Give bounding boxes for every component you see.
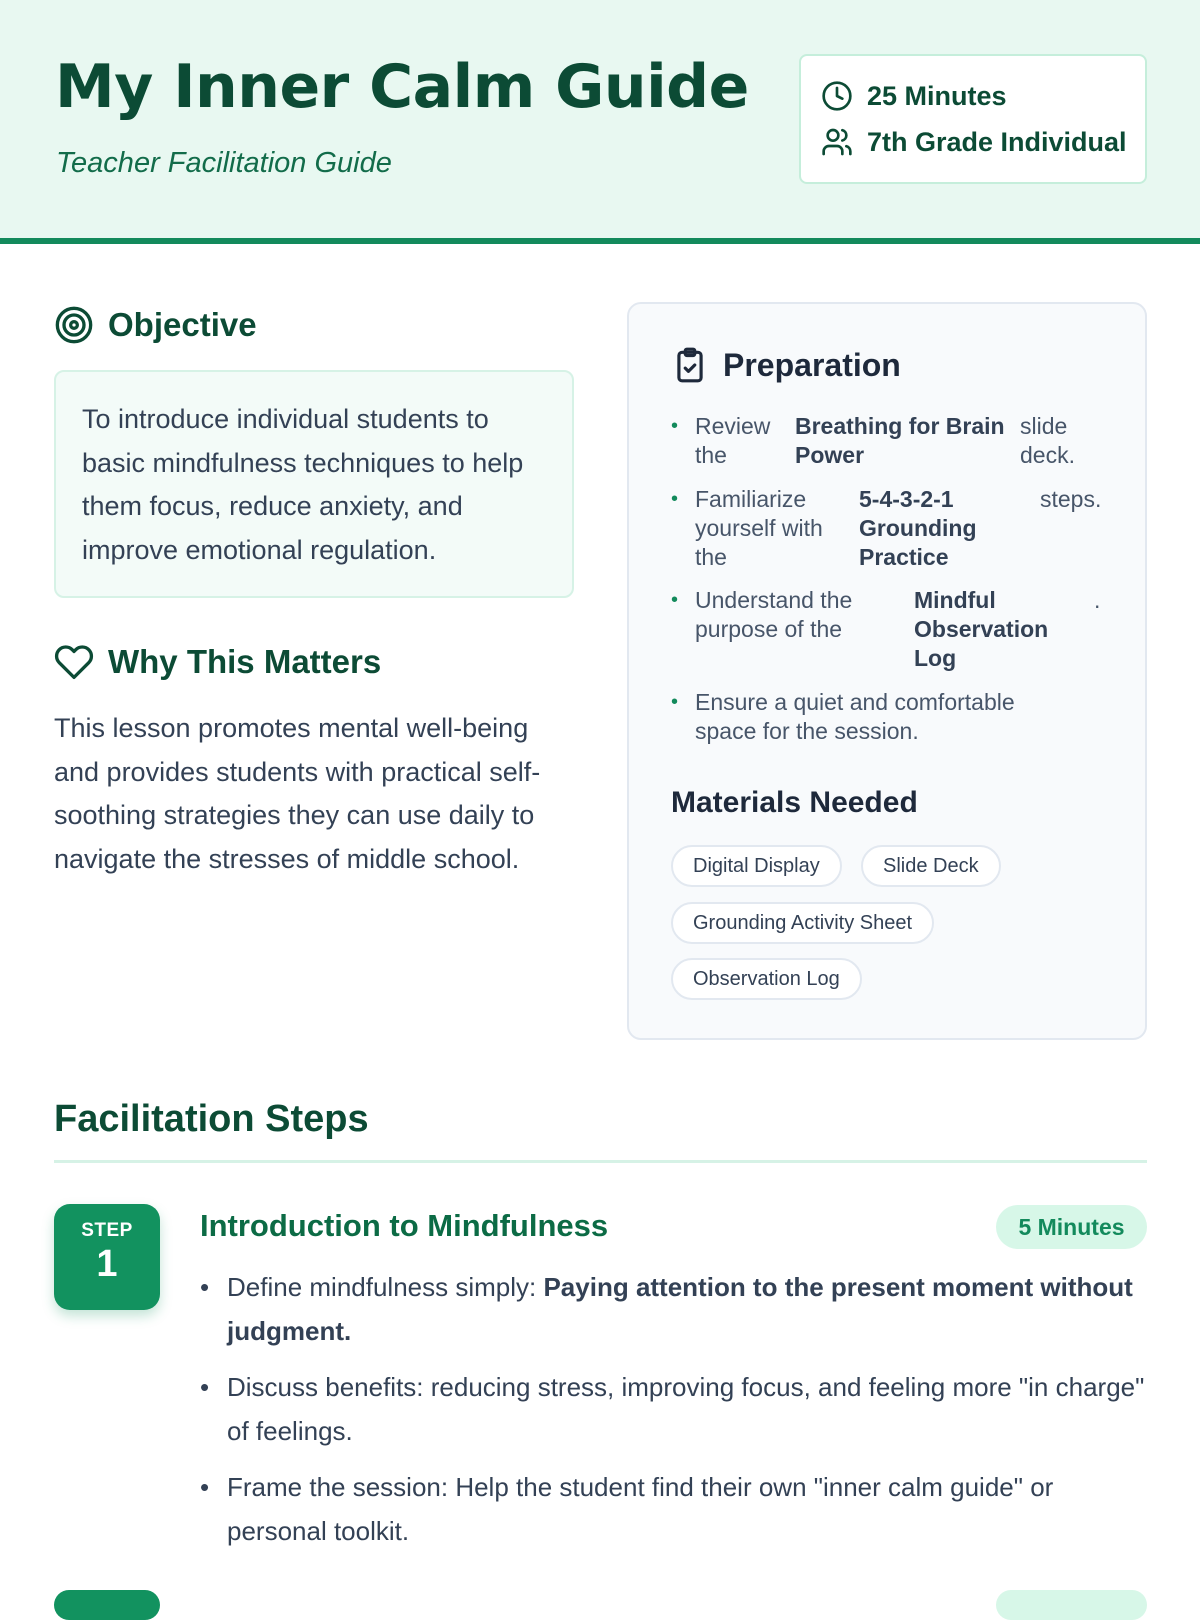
why-heading (54, 642, 381, 682)
step-number: 1 (96, 1243, 118, 1285)
material-pill: Digital Display (671, 845, 842, 887)
page-subtitle: Teacher Facilitation Guide (56, 147, 392, 179)
objective-heading (54, 305, 257, 345)
preparation-heading (671, 346, 901, 384)
bullet-dot: • (671, 589, 679, 611)
prep-item-text: Understand the purpose of the (695, 587, 853, 642)
audience-row (821, 126, 1127, 158)
why-text: This lesson promotes mental well-being and provides students with practical self-soothing strategies they can use daily to navigate the stresses of middle school. (54, 713, 541, 874)
prep-item (671, 485, 1111, 572)
step-duration-badge: 5 Minutes (996, 1205, 1147, 1249)
preparation-card (627, 302, 1147, 1040)
step-bullet-text: Define mindfulness simply: (227, 1272, 544, 1302)
page-header (0, 0, 1200, 244)
material-pill: Grounding Activity Sheet (671, 902, 934, 944)
section-divider (54, 1160, 1147, 1163)
prep-item-text: Familiarize yourself with the (695, 486, 823, 570)
bullet-dot: • (671, 415, 679, 437)
prep-item (671, 586, 1111, 673)
bullet-dot: • (671, 691, 679, 713)
step-badge (54, 1204, 160, 1310)
duration-row (821, 80, 1007, 112)
bullet-dot: • (671, 488, 679, 510)
clipboard-check-icon (671, 346, 709, 384)
step-bullet-text: Frame the session: Help the student find their own "inner calm guide" or personal toolkit. (227, 1472, 1054, 1546)
step-bullet-bold: Paying attention to the present moment without judgment. (227, 1272, 1133, 1346)
prep-item-suffix: slide deck. (1020, 413, 1075, 468)
prep-item-bold: Mindful Observation Log (914, 587, 1049, 671)
step-bullet (200, 1366, 1147, 1453)
lesson-meta-card (799, 54, 1147, 184)
target-icon (54, 305, 94, 345)
prep-item-bold: Breathing for Brain Power (795, 413, 1005, 468)
heart-icon (54, 642, 94, 682)
prep-item-suffix: steps. (1040, 486, 1102, 512)
step-bullet (200, 1266, 1147, 1353)
page-title: My Inner Calm Guide (55, 52, 749, 122)
prep-item-bold: 5-4-3-2-1 Grounding Practice (859, 486, 977, 570)
prep-item-text: Review the (695, 413, 771, 468)
prep-item (671, 412, 1111, 470)
why-heading-text: Why This Matters (108, 643, 382, 680)
step-bullet (200, 1466, 1147, 1553)
prep-item (671, 688, 1111, 746)
facilitation-heading: Facilitation Steps (54, 1098, 369, 1140)
preparation-heading-text: Preparation (723, 346, 901, 383)
materials-heading: Materials Needed (671, 786, 918, 819)
next-step-duration-badge (996, 1590, 1147, 1620)
next-step-badge (54, 1590, 160, 1620)
duration-text: 25 Minutes (867, 80, 1007, 111)
clock-icon (821, 80, 853, 112)
step-bullet-list (200, 1266, 1147, 1566)
objective-text: To introduce individual students to basic mindfulness techniques to help them focus, reduce anxiety, and improve emotional regulation. (82, 404, 524, 565)
material-pill: Observation Log (671, 958, 862, 1000)
audience-text: 7th Grade Individual (867, 126, 1127, 157)
step-title: Introduction to Mindfulness (200, 1208, 609, 1243)
step-bullet-text: Discuss benefits: reducing stress, improving focus, and feeling more "in charge" of feelings. (227, 1372, 1145, 1446)
prep-item-suffix: . (1094, 587, 1101, 613)
objective-box (54, 370, 574, 598)
step-label: STEP (81, 1220, 133, 1241)
prep-item-text: Ensure a quiet and comfortable space for the session. (695, 689, 1015, 744)
material-pill: Slide Deck (861, 845, 1001, 887)
users-icon (821, 126, 853, 158)
objective-heading-text: Objective (108, 306, 257, 343)
